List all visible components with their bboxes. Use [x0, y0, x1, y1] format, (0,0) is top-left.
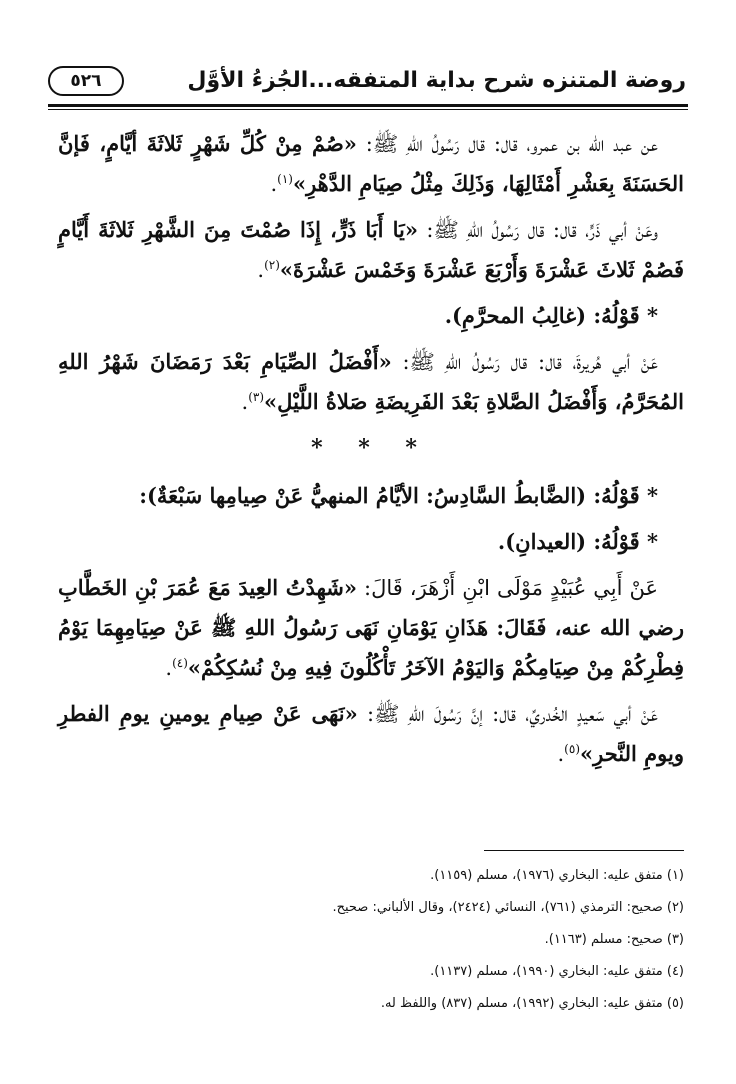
section-separator: * * * — [311, 435, 431, 461]
paragraph-2-intro: وعَنْ أبي ذَرٍّ، قال: قال رَسُولُ اللهِ ﷺ: — [417, 218, 658, 242]
paragraph-5-end: . — [557, 742, 565, 766]
paragraph-5-intro: عَنْ أبي سَعيدٍ الخُدريِّ، قال: إنَّ رَسُولَ اللهِ ﷺ: — [357, 702, 658, 726]
footnote-ref-1[interactable]: (١) — [277, 172, 293, 186]
footnote-4: (٤) متفق عليه: البخاري (١٩٩٠)، مسلم (١١٣٧). — [430, 964, 684, 979]
paragraph-4-end: . — [165, 656, 173, 680]
footnote-5: (٥) متفق عليه: البخاري (١٩٩٢)، مسلم (٨٣٧) واللفظ له. — [380, 996, 684, 1011]
running-title: روضة المتنزه شرح بداية المتفقه...الجُزءُ الأوَّل — [187, 68, 686, 93]
paragraph-1 — [58, 124, 684, 204]
footnote-ref-5[interactable]: (٥) — [564, 742, 580, 756]
main-text — [58, 124, 684, 780]
heading-ghalib-muharram: * قَوْلُهُ: (غالِبُ المحرَّمِ). — [444, 303, 658, 328]
paragraph-3 — [58, 342, 684, 422]
paragraph-3-intro: عَنْ أبي هُريرةَ، قال: قال رَسُولُ اللهِ ﷺ: — [391, 350, 659, 374]
header-rule — [48, 104, 688, 107]
paragraph-2 — [58, 210, 684, 290]
footnote-ref-2[interactable]: (٢) — [264, 258, 280, 272]
paragraph-4 — [58, 568, 684, 688]
footnote-1: (١) متفق عليه: البخاري (١٩٧٦)، مسلم (١١٥٩). — [430, 868, 684, 883]
paragraph-2-hadith: «يَا أَبَا ذَرٍّ، إِذَا صُمْتَ مِنَ الشَّهْرِ ثَلاثَةَ أَيَّامٍ فَصُمْ ثَلاثَ عَشْرَةَ وَأَرْبَعَ عَشْرَةَ وَخَمْسَ عَشْرَةَ» — [58, 217, 684, 282]
header-rule-thin — [48, 109, 688, 110]
page-header — [48, 62, 688, 102]
paragraph-1-intro: عن عبد الله بن عمرو، قال: قال رَسُولُ اللهِ ﷺ: — [356, 132, 658, 156]
paragraph-5-hadith: «نَهَى عَنْ صِيامِ يومينِ يومِ الفطرِ ويومِ النَّحرِ» — [58, 701, 684, 766]
page-number: ٥٢٦ — [48, 66, 124, 96]
heading-eids: * قَوْلُهُ: (العيدانِ). — [497, 529, 658, 554]
paragraph-1-hadith: «صُمْ مِنْ كُلِّ شَهْرٍ ثَلاثَةَ أيَّامٍ، فَإنَّ الحَسَنَةَ بِعَشْرِ أَمْثَالِهَا، وَذَلِكَ مِثْلُ صِيَامِ الدَّهْرِ» — [58, 131, 684, 196]
paragraph-3-end: . — [241, 390, 249, 414]
footnote-2: (٢) صحيح: الترمذي (٧٦١)، النسائي (٢٤٢٤)، وقال الألباني: صحيح. — [332, 900, 684, 915]
paragraph-3-hadith: «أَفْضَلُ الصِّيَامِ بَعْدَ رَمَضَانَ شَهْرُ اللهِ المُحَرَّمُ، وَأَفْضَلُ الصَّلاةِ بَعْدَ الفَرِيضَةِ صَلاةُ اللَّيْلِ» — [58, 349, 684, 414]
paragraph-1-end: . — [270, 172, 278, 196]
paragraph-4-intro: عَنْ أَبِي عُبَيْدٍ مَوْلَى ابْنِ أَزْهَرَ، قَالَ: — [356, 576, 658, 600]
footnote-ref-3[interactable]: (٣) — [248, 390, 265, 404]
paragraph-5 — [58, 694, 684, 774]
footnote-3: (٣) صحيح: مسلم (١١٦٣). — [544, 932, 684, 947]
footnote-ref-4[interactable]: (٤) — [172, 656, 188, 670]
paragraph-4-hadith: «شَهِدْتُ العِيدَ مَعَ عُمَرَ بْنِ الخَطَّابِ رضي الله عنه، فَقَالَ: هَذَانِ يَوْمَانِ نَهَى رَسُولُ اللهِ ﷺ عَنْ صِيَامِهِمَا يَوْمُ فِطْرِكُمْ مِنْ صِيَامِكُمْ وَاليَوْمُ الآخَرُ تَأْكُلُونَ فِيهِ مِنْ نُسُكِكُمْ» — [58, 575, 684, 680]
footnote-rule — [484, 850, 684, 851]
paragraph-2-end: . — [257, 258, 265, 282]
heading-sixth-rule: * قَوْلُهُ: (الضَّابطُ السَّادِسُ: الأيَّامُ المنهيُّ عَنْ صِيامِها سَبْعَةٌ): — [139, 483, 658, 508]
footnotes — [58, 860, 684, 1020]
